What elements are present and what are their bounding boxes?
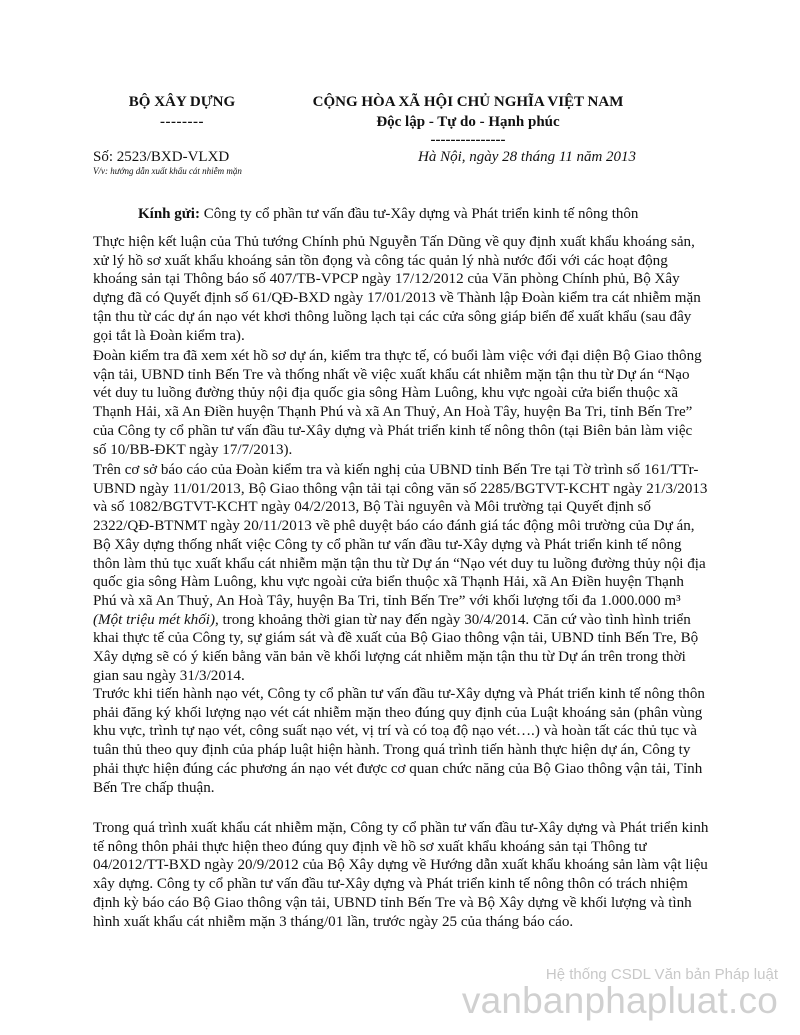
- place-and-date: Hà Nội, ngày 28 tháng 11 năm 2013: [418, 149, 637, 165]
- national-title: CỘNG HÒA XÃ HỘI CHỦ NGHĨA VIỆT NAM: [312, 94, 624, 110]
- paragraph-3: [93, 461, 709, 685]
- document-subject: V/v: hướng dẫn xuất khẩu cát nhiễm mặn: [93, 166, 242, 176]
- issuing-agency: BỘ XÂY DỰNG: [128, 94, 236, 110]
- paragraph-2: Đoàn kiểm tra đã xem xét hồ sơ dự án, kiểm tra thực tế, có buổi làm việc với đại diện Bộ Giao thông vận tải, UBND tỉnh Bến Tre và thống nhất về việc xuất khẩu cát nhiễm mặn tận thu từ Dự án “Nạo vét duy tu luồng đường thủy nội địa quốc gia sông Hàm Luông, khu vực ngoài cửa biển thuộc xã Thạnh Hải, xã An Điền huyện Thạnh Phú và xã An Thuỷ, An Hoà Tây, huyện Ba Tri, tỉnh Bến Tre” của Công ty cổ phần tư vấn đầu tư-Xây dựng và Phát triển kinh tế nông thôn (tại Biên bản làm việc số 10/BB-ĐKT ngày 17/7/2013).: [93, 348, 702, 458]
- paragraph-3-part-a: Trên cơ sở báo cáo của Đoàn kiểm tra và kiến nghị của UBND tỉnh Bến Tre tại Tờ trình số 161/TTr-UBND ngày 11/01/2013, Bộ Giao thông vận tải tại công văn số 2285/BGTVT-KCHT ngày 21/3/2013 và số 1082/BGTVT-KCHT ngày 04/2/2013, Bộ Tài nguyên và Môi trường tại Quyết định số 2322/QĐ-BTNMT ngày 20/11/2013 về phê duyệt báo cáo đánh giá tác động môi trường của Dự án, Bộ Xây dựng thống nhất việc Công ty cổ phần tư vấn đầu tư-Xây dựng và Phát triển kinh tế nông thôn làm thủ tục xuất khẩu cát nhiễm mặn tận thu từ Dự án “Nạo vét duy tu luồng đường thủy nội địa quốc gia sông Hàm Luông, khu vực ngoài cửa biển thuộc xã Thạnh Hải, xã An Điền huyện Thạnh Phú và xã An Thuỷ, An Hoà Tây, huyện Ba Tri, tỉnh Bến Tre” với khối lượng tối đa 1.000.000 m³: [93, 462, 708, 609]
- national-motto: Độc lập - Tự do - Hạnh phúc: [376, 114, 560, 130]
- paragraph-3-italic: (Một triệu mét khối): [93, 611, 215, 628]
- watermark-site: vanbanphapluat.co: [461, 980, 778, 1021]
- recipient-line: [138, 206, 638, 223]
- paragraph-3-part-b: , trong khoảng thời gian từ nay đến ngày 30/4/2014. Căn cứ vào tình hình triển khai thực tế của Công ty, sự giám sát và đề xuất của Bộ Giao thông vận tải, UBND tỉnh Bến Tre, Bộ Xây dựng sẽ có ý kiến bằng văn bản về khối lượng cát nhiễm mặn tận thu từ Dự án trên trong thời gian sau ngày 31/3/2014.: [93, 611, 699, 684]
- recipient-name: Công ty cổ phần tư vấn đầu tư-Xây dựng và Phát triển kinh tế nông thôn: [203, 206, 639, 222]
- recipient-label: Kính gửi:: [138, 206, 200, 222]
- motto-rule: ---------------: [430, 132, 506, 148]
- agency-rule: --------: [160, 114, 204, 130]
- watermark-caption: Hệ thống CSDL Văn bản Pháp luật: [545, 966, 778, 983]
- document-number: Số: 2523/BXD-VLXD: [93, 149, 230, 165]
- paragraph-4: Trước khi tiến hành nạo vét, Công ty cổ phần tư vấn đầu tư-Xây dựng và Phát triển kinh tế nông thôn phải đăng ký khối lượng nạo vét cát nhiễm mặn theo đúng quy định của Luật khoáng sản (phân vùng khu vực, trình tự nạo vét, công suất nạo vét, vị trí và có toạ độ nạo vét….) và hoàn tất các thủ tục và tuân thủ theo quy định của pháp luật hiện hành. Trong quá trình tiến hành thực hiện dự án, Công ty phải thực hiện đúng các phương án nạo vét được cơ quan chức năng của Bộ Giao thông vận tải, Tỉnh Bến Tre chấp thuận.: [93, 686, 705, 796]
- paragraph-5: Trong quá trình xuất khẩu cát nhiễm mặn, Công ty cổ phần tư vấn đầu tư-Xây dựng và Phát triển kinh tế nông thôn phải thực hiện theo đúng quy định về hồ sơ xuất khẩu khoáng sản tại Thông tư 04/2012/TT-BXD ngày 20/9/2012 của Bộ Xây dựng về Hướng dẫn xuất khẩu khoáng sản làm vật liệu xây dựng. Công ty cổ phần tư vấn đầu tư-Xây dựng và Phát triển kinh tế nông thôn có trách nhiệm định kỳ báo cáo Bộ Giao thông vận tải, UBND tỉnh Bến Tre và Bộ Xây dựng về khối lượng và tình hình xuất khẩu cát nhiễm mặn 3 tháng/01 lần, trước ngày 25 của tháng báo cáo.: [93, 820, 709, 930]
- paragraph-1: Thực hiện kết luận của Thủ tướng Chính phủ Nguyễn Tấn Dũng về quy định xuất khẩu khoáng sản, xử lý hồ sơ xuất khẩu khoáng sản tồn đọng và công tác quản lý nhà nước đối với các hoạt động khoáng sản tại Thông báo số 407/TB-VPCP ngày 17/12/2012 của Văn phòng Chính phủ, Bộ Xây dựng đã có Quyết định số 61/QĐ-BXD ngày 17/01/2013 về Thành lập Đoàn kiểm tra cát nhiễm mặn tận thu từ các dự án nạo vét khơi thông luồng lạch tại các cửa sông giáp biển để xuất khẩu (sau đây gọi tắt là Đoàn kiểm tra).: [93, 234, 701, 344]
